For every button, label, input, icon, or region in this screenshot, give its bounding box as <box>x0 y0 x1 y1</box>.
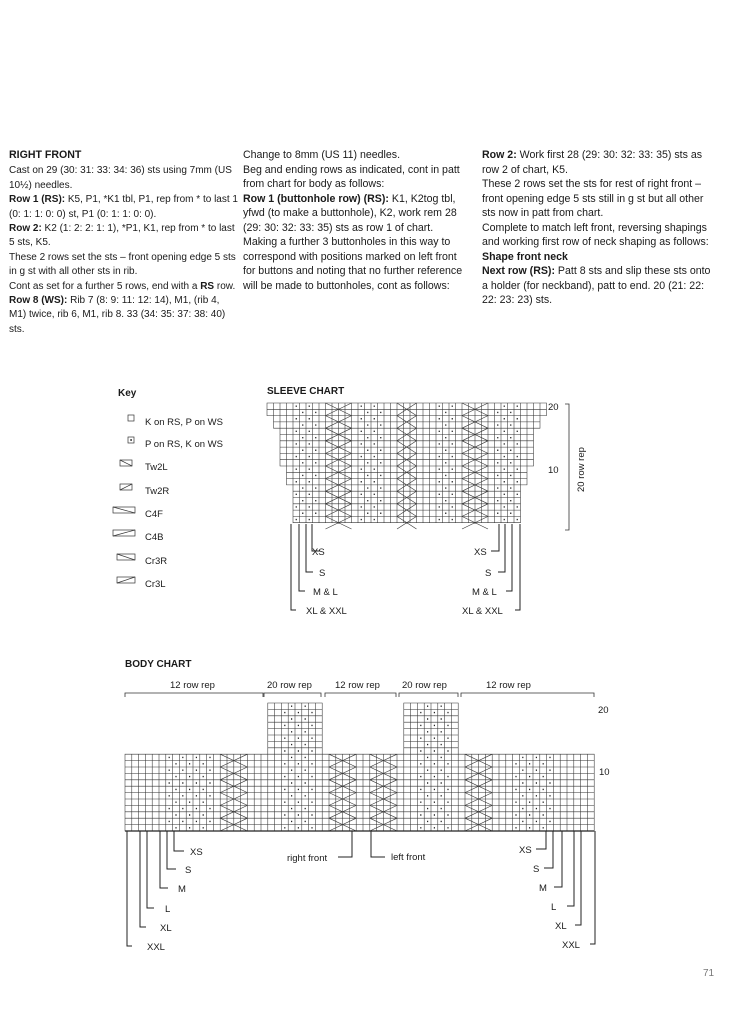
sleeve-row-20-label: 20 <box>548 402 559 413</box>
body-rep-bracket <box>461 693 594 697</box>
body-size-label-right: M <box>539 883 547 894</box>
sleeve-size-line-right <box>506 524 512 591</box>
body-rep-label: 20 row rep <box>402 680 447 691</box>
row8-text: Rib 7 (8: 9: 11: 12: 14), M1, (rib 4, M1) twice, rib 6, M1, rib 8. 33 (34: 35: 37: 38: 40) sts. <box>9 295 226 335</box>
rows-set-text: These 2 rows set the sts – front opening edge 5 sts in g st with all other sts in rib. <box>9 251 236 278</box>
body-size-label-right: XL <box>555 921 567 932</box>
key-item-label: P on RS, K on WS <box>145 439 223 450</box>
buttonhole-text: K1, K2tog tbl, yfwd (to make a buttonhole), K2, work rem 28 (29: 30: 32: 33: 35) sts as row 1 of chart. <box>243 192 457 234</box>
body-size-label-right: L <box>551 902 557 913</box>
body-size-label-right: S <box>533 864 540 875</box>
cr3r-symbol-diagonal-icon <box>117 554 135 560</box>
body-size-label-left: M <box>178 884 186 895</box>
cr3l-symbol-diagonal-icon <box>117 577 135 583</box>
row2-text: K2 (1: 2: 2: 1: 1), *P1, K1, rep from * to last 5 sts, K5. <box>9 223 235 249</box>
sleeve-size-label-right: XS <box>474 547 487 558</box>
body-size-line-left <box>147 831 154 908</box>
right-front-line <box>338 831 352 857</box>
tw2l-symbol-diagonal-icon <box>120 460 132 466</box>
sleeve-size-label-left: S <box>319 568 326 579</box>
body-rep-bracket <box>264 693 321 697</box>
cont-text-c: row. <box>214 280 236 292</box>
body-size-label-left: XL <box>160 923 172 934</box>
body-size-label-right: XS <box>519 845 532 856</box>
body-rep-label: 20 row rep <box>267 680 312 691</box>
body-size-label-left: L <box>165 904 171 915</box>
sleeve-size-line-left <box>299 524 305 591</box>
body-size-line-left <box>140 831 146 927</box>
body-size-label-right: XXL <box>562 940 580 951</box>
body-size-line-right <box>554 831 562 887</box>
body-size-label-left: XXL <box>147 942 165 953</box>
body-chart-grid <box>125 703 594 831</box>
body-size-line-right <box>590 831 595 944</box>
body-size-label-left: S <box>185 865 192 876</box>
left-front-line <box>371 831 385 857</box>
body-rep-label: 12 row rep <box>335 680 380 691</box>
body-row-10-label: 10 <box>599 767 610 778</box>
body-size-line-right <box>575 831 581 925</box>
body-size-line-left <box>167 831 176 869</box>
cont-text-rs: RS <box>200 280 215 292</box>
sleeve-row-rep-label: 20 row rep <box>576 447 587 492</box>
key-item-label: K on RS, P on WS <box>145 417 223 428</box>
body-size-line-left <box>174 831 184 851</box>
sleeve-size-label-left: M & L <box>313 587 338 598</box>
row8-label: Row 8 (WS): <box>9 295 68 307</box>
row1-label: Row 1 (RS): <box>9 194 66 206</box>
sleeve-size-label-right: XL & XXL <box>462 606 503 617</box>
body-size-line-right <box>567 831 574 906</box>
next-row-text: Patt 8 sts and slip these sts onto a holder (for neckband), patt to end. 20 (21: 22: 22: 23: 23) sts. <box>482 265 711 306</box>
sleeve-size-label-left: XS <box>312 547 325 558</box>
row2-label: Row 2: <box>9 223 42 235</box>
knit-symbol-icon <box>128 415 134 421</box>
further-buttonholes-text: Making a further 3 buttonholes in this way to correspond with positions marked on left front for buttons and noting that no further reference will be made to buttonholes, cont as follows: <box>243 236 463 292</box>
c4f-symbol-diagonal-icon <box>113 507 135 513</box>
body-row-20-label: 20 <box>598 705 609 716</box>
sleeve-size-label-right: M & L <box>472 587 497 598</box>
key-title: Key <box>118 388 137 399</box>
grid-cells <box>267 403 547 523</box>
body-rep-bracket <box>125 693 263 697</box>
body-size-line-right <box>536 831 546 849</box>
sleeve-size-line-left <box>291 524 296 610</box>
right-front-heading: RIGHT FRONT <box>9 149 82 161</box>
next-row-label: Next row (RS): <box>482 265 555 277</box>
body-chart-repeat-brackets <box>125 693 594 697</box>
complete-match-text: Complete to match left front, reversing shapings and working first row of neck shaping as follows: <box>482 221 709 248</box>
left-front-label: left front <box>391 852 426 863</box>
body-rep-bracket <box>325 693 396 697</box>
sleeve-size-label-left: XL & XXL <box>306 606 347 617</box>
purl-dots <box>296 406 518 519</box>
sleeve-chart-grid <box>267 403 547 529</box>
col3-row2-label: Row 2: <box>482 149 517 161</box>
right-front-label: right front <box>287 853 328 864</box>
row1-text: K5, P1, *K1 tbl, P1, rep from * to last 1 (0: 1: 1: 0: 0) st, P1 (0: 1: 1: 0: 0). <box>9 194 238 220</box>
beg-end-text: Beg and ending rows as indicated, cont in patt from chart for body as follows: <box>243 163 460 190</box>
key-item-label: C4B <box>145 532 164 543</box>
col3-row2-text: Work first 28 (29: 30: 32: 33: 35) sts as row 2 of chart, K5. <box>482 149 703 176</box>
key-item-label: C4F <box>145 509 163 520</box>
sleeve-row-10-label: 10 <box>548 465 559 476</box>
sleeve-size-line-right <box>515 524 520 610</box>
c4b-symbol-diagonal-icon <box>113 530 135 536</box>
cast-on-text: Cast on 29 (30: 31: 33: 34: 36) sts using 7mm (US 10½) needles. <box>9 165 232 191</box>
key-item-label: Tw2R <box>145 486 170 497</box>
key-item-label: Cr3L <box>145 579 166 590</box>
rows-set-rest-text: These 2 rows set the sts for rest of right front – front opening edge 5 sts still in g st but all other sts now in patt from chart. <box>482 178 704 219</box>
tw2r-symbol-diagonal-icon <box>120 484 132 490</box>
buttonhole-label: Row 1 (buttonhole row) (RS): <box>243 192 389 205</box>
sleeve-size-line-right <box>491 524 499 551</box>
shape-front-neck-heading: Shape front neck <box>482 250 568 263</box>
key-item-label: Tw2L <box>145 462 168 473</box>
sleeve-chart-title: SLEEVE CHART <box>267 386 345 397</box>
body-rep-label: 12 row rep <box>486 680 531 691</box>
key-labels <box>145 417 223 590</box>
body-size-label-left: XS <box>190 847 203 858</box>
needle-change-text: Change to 8mm (US 11) needles. <box>243 149 401 161</box>
cont-text-a: Cont as set for a further 5 rows, end with a <box>9 280 201 292</box>
sleeve-rep-bracket <box>565 404 569 530</box>
body-rep-bracket <box>399 693 458 697</box>
purl-dot-icon <box>130 439 132 441</box>
grid-cells <box>125 703 594 831</box>
key-item-label: Cr3R <box>145 556 168 567</box>
body-size-line-left <box>127 831 132 946</box>
body-rep-label: 12 row rep <box>170 680 215 691</box>
key-symbols <box>113 415 135 583</box>
sleeve-size-label-right: S <box>485 568 492 579</box>
body-chart-title: BODY CHART <box>125 659 192 670</box>
page-number: 71 <box>703 968 715 979</box>
